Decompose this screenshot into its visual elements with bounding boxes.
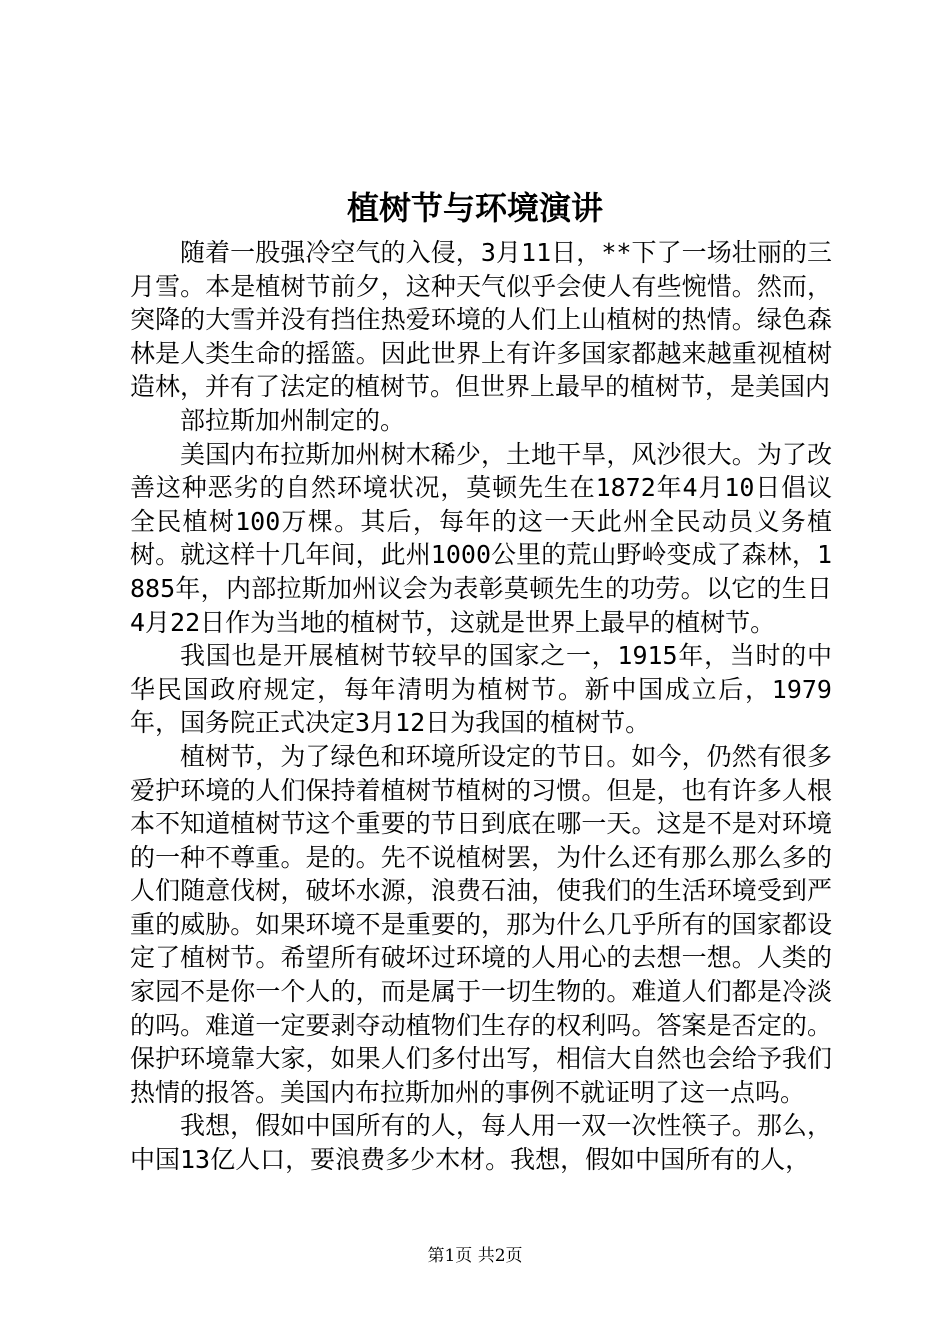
page-number-footer: 第1页 共2页 <box>427 1246 523 1266</box>
document-body <box>130 236 832 1177</box>
paragraph: 部拉斯加州制定的。 <box>180 405 406 435</box>
paragraph: 随着一股强冷空气的入侵，3月11日，**下了一场壮丽的三月雪。本是植树节前夕，这种天气似乎会使人有些惋惜。然而，突降的大雪并没有挡住热爱环境的人们上山植树的热情。绿色森林是人类生命的摇篮。因此世界上有许多国家都越来越重视植树造林，并有了法定的植树节。但世界上最早的植树节，是美国内 <box>130 238 832 402</box>
paragraph: 美国内布拉斯加州树木稀少，土地干旱，风沙很大。为了改善这种恶劣的自然环境状况，莫顿先生在1872年4月10日倡议全民植树100万棵。其后，每年的这一天此州全民动员义务植树。就这样十几年间，此州1000公里的荒山野岭变成了森林，1885年，内部拉斯加州议会为表彰莫顿先生的功劳。以它的生日4月22日作为当地的植树节，这就是世界上最早的植树节。 <box>130 439 832 637</box>
paragraph: 我国也是开展植树节较早的国家之一，1915年，当时的中华民国政府规定，每年清明为植树节。新中国成立后，1979年，国务院正式决定3月12日为我国的植树节。 <box>130 641 832 738</box>
paragraph: 我想，假如中国所有的人，每人用一双一次性筷子。那么，中国13亿人口，要浪费多少木材。我想，假如中国所有的人， <box>130 1111 832 1175</box>
document-title: 植树节与环境演讲 <box>346 189 603 227</box>
paragraph: 植树节，为了绿色和环境所设定的节日。如今，仍然有很多爱护环境的人们保持着植树节植树的习惯。但是，也有许多人根本不知道植树节这个重要的节日到底在哪一天。这是不是对环境的一种不尊重。是的。先不说植树罢，为什么还有那么那么多的人们随意伐树，破坏水源，浪费石油，使我们的生活环境受到严重的威胁。如果环境不是重要的，那为什么几乎所有的国家都设定了植树节。希望所有破坏过环境的人用心的去想一想。人类的家园不是你一个人的，而是属于一切生物的。难道人们都是冷淡的吗。难道一定要剥夺动植物们生存的权利吗。答案是否定的。保护环境靠大家，如果人们多付出写，相信大自然也会给予我们热情的报答。美国内布拉斯加州的事例不就证明了这一点吗。 <box>130 741 832 1107</box>
